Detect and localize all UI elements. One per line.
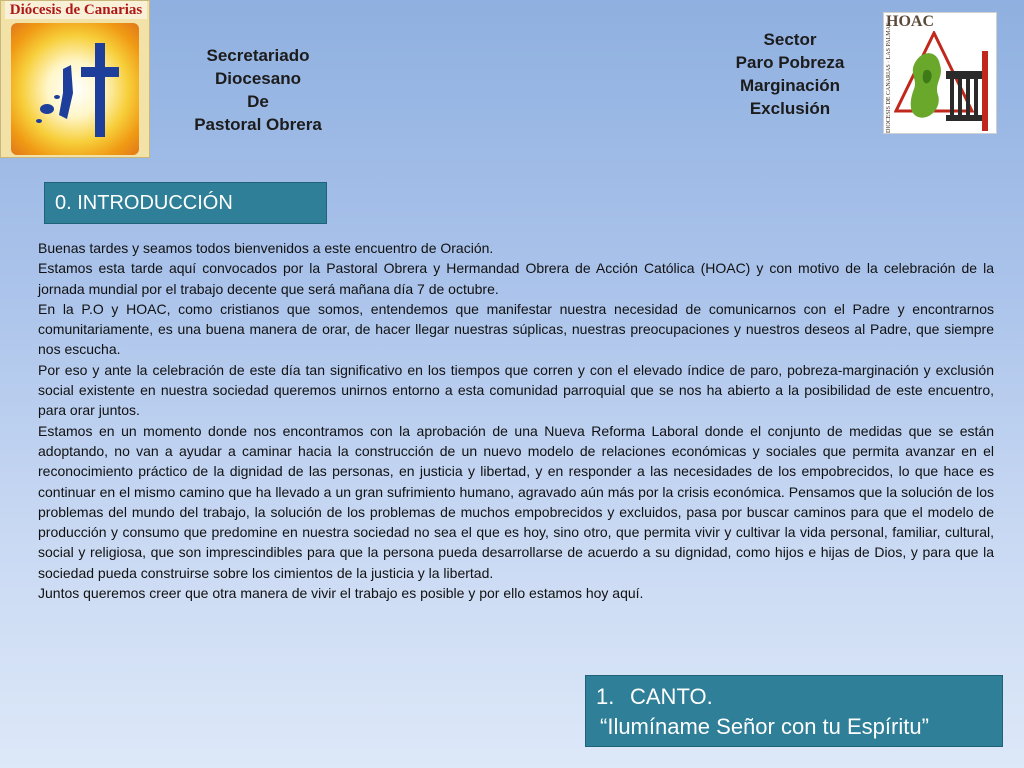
diocese-logo xyxy=(0,0,150,158)
secretariat-heading xyxy=(170,44,346,136)
secretariat-line: Diocesano xyxy=(215,69,301,88)
song-box xyxy=(585,675,1003,747)
hoac-emblem-icon xyxy=(894,31,996,133)
paragraph: Juntos queremos creer que otra manera de vivir el trabajo es posible y por ello estamos hoy aquí. xyxy=(38,585,644,602)
secretariat-line: De xyxy=(247,92,269,111)
section-title: 0. INTRODUCCIÓN xyxy=(55,192,233,214)
song-label: CANTO. xyxy=(630,684,713,709)
song-title: “Ilumíname Señor con tu Espíritu” xyxy=(600,714,929,739)
island-shape xyxy=(59,65,73,119)
song-number: 1. xyxy=(596,684,615,709)
cross-icon xyxy=(11,23,139,155)
sector-heading xyxy=(700,28,880,120)
introduction-text xyxy=(38,238,994,603)
song-heading xyxy=(596,684,713,710)
section-title-box xyxy=(44,182,327,224)
sector-line: Sector xyxy=(763,30,817,49)
paragraph: Por eso y ante la celebración de este día tan significativo en los tiempos que corren y con el elevado índice de paro, pobreza-marginación y exclusión social existente en nuestra sociedad queremos unirnos entorno a esta comunidad parroquial que se nos ha abierto a la posibilidad de este encuentro, para orar juntos. xyxy=(38,361,994,419)
paragraph: Estamos esta tarde aquí convocados por la Pastoral Obrera y Hermandad Obrera de Acción Católica (HOAC) y con motivo de la celebración de la jornada mundial por el trabajo decente que será mañana día 7 de octubre. xyxy=(38,260,994,297)
hoac-logo xyxy=(883,12,997,134)
sector-line: Paro Pobreza xyxy=(735,53,845,72)
secretariat-line: Secretariado xyxy=(206,46,310,65)
hoac-logo-title: HOAC xyxy=(886,13,934,30)
paragraph: En la P.O y HOAC, como cristianos que somos, entendemos que manifestar nuestra necesidad de comunicarnos con el Padre y encontrarnos comunitariamente, es una buena manera de orar, de hacer llegar nuestras súplicas, nuestras preocupaciones y nuestros deseos al Padre, que siempre nos escucha. xyxy=(38,300,994,358)
sector-line: Marginación xyxy=(739,76,841,95)
hoac-logo-vertical-text: DIOCESIS DE CANARIAS · LAS PALMAS xyxy=(886,22,892,133)
secretariat-line: Pastoral Obrera xyxy=(194,115,322,134)
diocese-logo-banner: Diócesis de Canarias xyxy=(5,1,147,19)
sector-line: Exclusión xyxy=(749,99,831,118)
paragraph: Estamos en un momento donde nos encontramos con la aprobación de una Nueva Reforma Laboral donde el conjunto de medidas que se están adoptando, no van a ayudar a caminar hacia la construcción de un nuevo modelo de relaciones económicas y sociales que permita avanzar en el reconocimiento práctico de la dignidad de las personas, en justicia y libertad, y en responder a las necesidades de los empobrecidos, lo que hace es continuar en el mismo camino que ha llevado a un gran sufrimiento humano, agravado aún más por la crisis económica. Pensamos que la solución de los problemas del mundo del trabajo, la solución de los problemas de muchos empobrecidos y excluidos, pasa por buscar caminos para que el modelo de producción y consumo que predomine en nuestra sociedad no sea el que es hoy, sino otro, que permita vivir y cultivar la vida personal, familiar, cultural, social y religiosa, que son imprescindibles para que la persona pueda desarrollarse de acuerdo a su dignidad, como hijos e hijas de Dios, y para que la sociedad pueda construirse sobre los cimientos de la justicia y la libertad. xyxy=(38,422,994,581)
paragraph: Buenas tardes y seamos todos bienvenidos a este encuentro de Oración. xyxy=(38,240,494,256)
